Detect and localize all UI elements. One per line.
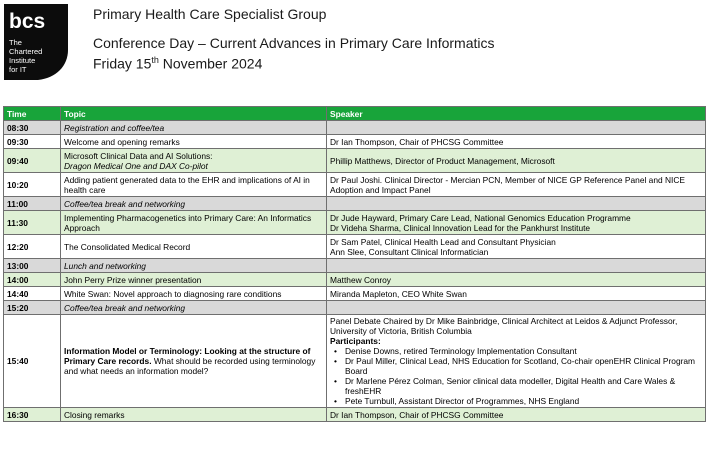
logo-line1: The <box>9 38 22 47</box>
table-row <box>4 287 706 301</box>
row-time: 16:30 <box>4 408 61 422</box>
list-item: • Denise Downs, retired Terminology Implementation Consultant <box>330 346 702 356</box>
table-row <box>4 408 706 422</box>
table-row <box>4 259 706 273</box>
row-time: 13:00 <box>4 259 61 273</box>
column-header-topic: Topic <box>61 107 327 121</box>
participants-list <box>330 346 702 406</box>
table-row <box>4 273 706 287</box>
row-topic: White Swan: Novel approach to diagnosing rare conditions <box>61 287 327 301</box>
table-row <box>4 211 706 235</box>
conference-date: Friday 15th November 2024 <box>93 55 263 72</box>
row-topic: John Perry Prize winner presentation <box>61 273 327 287</box>
row-time: 11:30 <box>4 211 61 235</box>
table-row <box>4 301 706 315</box>
logo-brand: bcs <box>9 10 46 33</box>
row-time: 15:40 <box>4 315 61 408</box>
table-row <box>4 315 706 408</box>
row-time: 09:30 <box>4 135 61 149</box>
row-topic: Adding patient generated data to the EHR and implications of AI in health care <box>61 173 327 197</box>
row-time: 11:00 <box>4 197 61 211</box>
row-topic: Implementing Pharmacogenetics into Primary Care: An Informatics Approach <box>61 211 327 235</box>
row-topic: The Consolidated Medical Record <box>61 235 327 259</box>
row-topic: Information Model or Terminology: Looking at the structure of Primary Care records. What should be recorded using terminology and what needs an information model? <box>61 315 327 408</box>
table-row <box>4 135 706 149</box>
row-speaker: Dr Sam Patel, Clinical Health Lead and Consultant Physician Ann Slee, Consultant Clinical Informatician <box>327 235 706 259</box>
table-row <box>4 149 706 173</box>
table-row <box>4 235 706 259</box>
logo-line4: for IT <box>9 65 27 74</box>
row-speaker <box>327 259 706 273</box>
row-speaker <box>327 301 706 315</box>
row-time: 14:40 <box>4 287 61 301</box>
row-topic: Coffee/tea break and networking <box>61 197 327 211</box>
row-topic: Registration and coffee/tea <box>61 121 327 135</box>
row-speaker: Matthew Conroy <box>327 273 706 287</box>
row-time: 08:30 <box>4 121 61 135</box>
list-item: • Dr Marlene Pérez Colman, Senior clinical data modeller, Digital Health and Care Wales & freshEHR <box>330 376 702 396</box>
row-speaker: Dr Ian Thompson, Chair of PHCSG Committee <box>327 408 706 422</box>
row-topic: Coffee/tea break and networking <box>61 301 327 315</box>
bcs-logo <box>4 4 68 80</box>
row-time: 12:20 <box>4 235 61 259</box>
row-speaker: Phillip Matthews, Director of Product Management, Microsoft <box>327 149 706 173</box>
column-header-speaker: Speaker <box>327 107 706 121</box>
row-topic: Closing remarks <box>61 408 327 422</box>
row-speaker: Panel Debate Chaired by Dr Mike Bainbridge, Clinical Architect at Leidos & Adjunct Professor, University of Victoria, British Columbia Participants: • Denise Downs, retired Terminology Implementation Consultant • Dr Paul Miller, Clinical Lead, NHS Education for Scotland, Co-chair openEHR Clinical Program Board • Dr Marlene Pérez Colman, Senior clinical data modeller, Digital Health and Care Wales & freshEHR • Pete Turnbull, Assistant Director of Programmes, NHS England <box>327 315 706 408</box>
row-time: 14:00 <box>4 273 61 287</box>
column-header-time: Time <box>4 107 61 121</box>
row-speaker: Dr Paul Joshi. Clinical Director - Mercian PCN, Member of NICE GP Reference Panel and NICE Adoption and Impact Panel <box>327 173 706 197</box>
row-time: 15:20 <box>4 301 61 315</box>
table-header-row <box>4 107 706 121</box>
group-name: Primary Health Care Specialist Group <box>93 6 327 22</box>
table-row <box>4 197 706 211</box>
row-topic: Microsoft Clinical Data and AI Solutions: Dragon Medical One and DAX Co-pilot <box>61 149 327 173</box>
row-speaker: Miranda Mapleton, CEO White Swan <box>327 287 706 301</box>
table-row <box>4 121 706 135</box>
table-row <box>4 173 706 197</box>
logo-line3: Institute <box>9 56 36 65</box>
row-topic: Lunch and networking <box>61 259 327 273</box>
list-item: • Pete Turnbull, Assistant Director of Programmes, NHS England <box>330 396 702 406</box>
list-item: • Dr Paul Miller, Clinical Lead, NHS Education for Scotland, Co-chair openEHR Clinical Program Board <box>330 356 702 376</box>
row-speaker: Dr Ian Thompson, Chair of PHCSG Committee <box>327 135 706 149</box>
schedule-table <box>3 106 706 422</box>
row-time: 10:20 <box>4 173 61 197</box>
row-topic: Welcome and opening remarks <box>61 135 327 149</box>
conference-title: Conference Day – Current Advances in Primary Care Informatics <box>93 35 495 51</box>
logo-line2: Chartered <box>9 47 43 56</box>
row-speaker <box>327 197 706 211</box>
row-time: 09:40 <box>4 149 61 173</box>
row-speaker <box>327 121 706 135</box>
row-speaker: Dr Jude Hayward, Primary Care Lead, National Genomics Education Programme Dr Videha Sharma, Clinical Innovation Lead for the Pankhurst Institute <box>327 211 706 235</box>
